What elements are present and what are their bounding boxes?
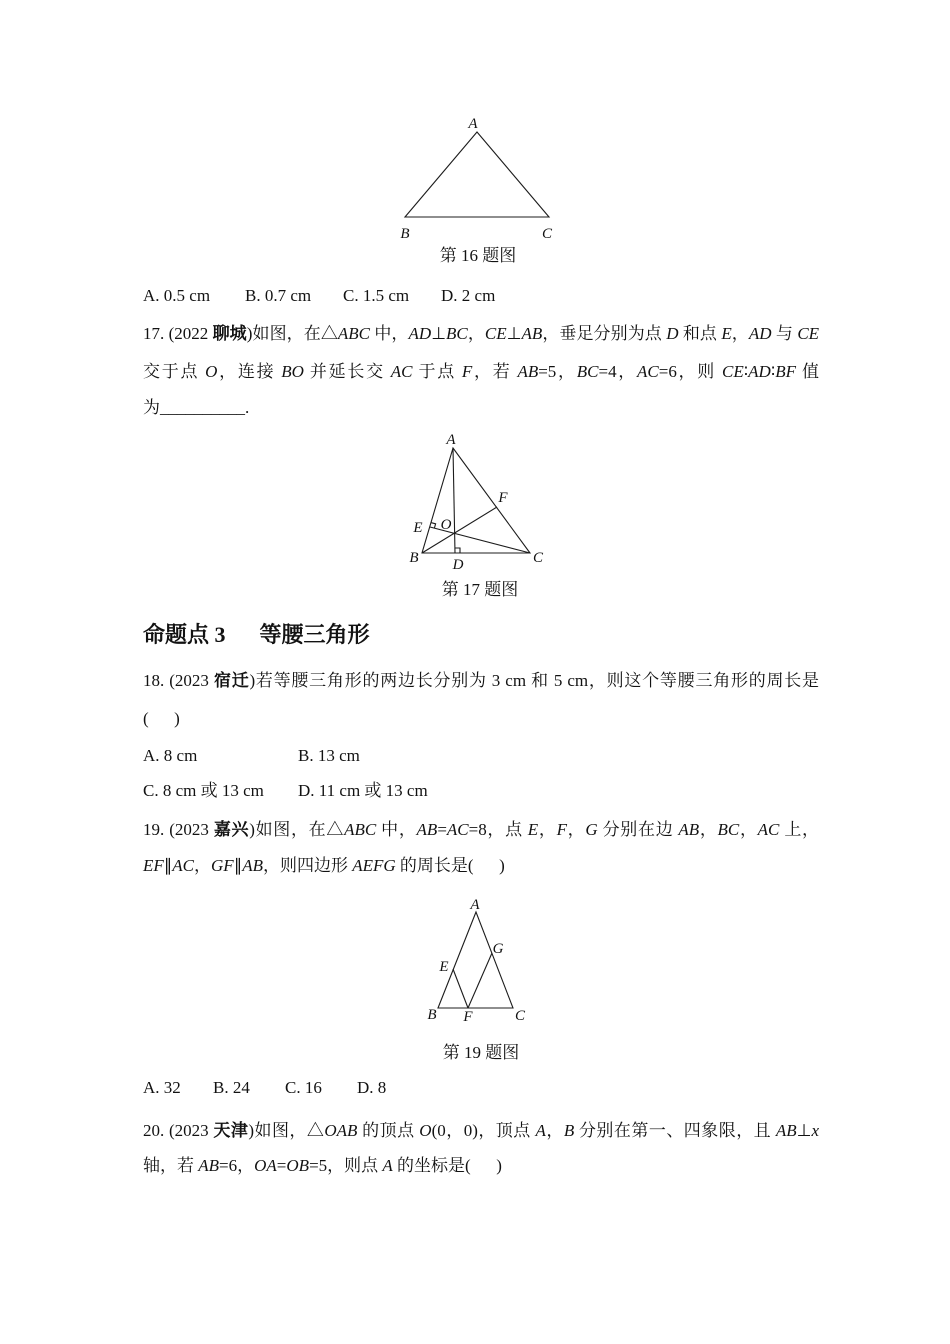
vertex-label-b: B [427, 1007, 437, 1023]
section-header [143, 621, 370, 649]
text-segment: AB [775, 1121, 797, 1140]
text-segment: O [205, 362, 218, 381]
text-segment: AB [198, 1156, 220, 1175]
text-segment: ∶ [770, 362, 776, 381]
text-segment: E [721, 324, 732, 343]
text-segment: =5， [538, 362, 577, 381]
text-segment: CE [484, 324, 507, 343]
text-segment: 聊城 [212, 324, 247, 343]
text-segment: ， [566, 820, 586, 839]
point-label-g: G [492, 941, 504, 957]
q18-options-grid [143, 746, 428, 801]
text-segment: A [535, 1121, 546, 1140]
q19-line-2 [143, 856, 819, 876]
option-item: C. 1.5 cm [343, 286, 410, 305]
figure-19-caption: 第 19 题图 [442, 1043, 520, 1062]
text-segment: AC [637, 362, 659, 381]
text-segment: =4， [598, 362, 638, 381]
text-segment: 宿迁 [213, 671, 250, 690]
text-segment: E [527, 820, 539, 839]
text-segment: CE [797, 324, 820, 343]
text-segment: ⊥ [796, 1121, 812, 1140]
text-segment: ∥ [233, 856, 243, 875]
text-segment: 18. (2023 [143, 671, 214, 690]
option-item: A. 0.5 cm [143, 286, 211, 305]
vertex-label-c: C [532, 550, 544, 566]
figure-16-triangle [395, 112, 565, 246]
text-segment: ， [731, 324, 749, 343]
text-segment: AB [416, 820, 438, 839]
text-segment: 并延长交 [303, 362, 391, 381]
text-segment: ， [194, 856, 212, 875]
text-segment: F [556, 820, 567, 839]
vertex-label-b: B [400, 226, 410, 242]
q17-line-2 [143, 362, 819, 382]
q17-line-1 [143, 324, 819, 344]
q19-options-row [143, 1078, 386, 1098]
vertex-label-c: C [541, 226, 553, 242]
text-segment: ⊥ [506, 324, 522, 343]
text-segment: BC [576, 362, 599, 381]
figure-17-caption: 第 17 题图 [441, 580, 519, 599]
q20-line-2 [143, 1156, 819, 1176]
text-segment: 分别在第一、四象限，且 [574, 1121, 776, 1140]
text-segment: AC [446, 820, 469, 839]
q20-line-1 [143, 1121, 819, 1141]
q19-line-1 [143, 820, 819, 840]
text-segment: 上， [779, 820, 820, 839]
text-segment: (0，0)，顶点 [431, 1121, 536, 1140]
text-segment: 轴，若 [143, 1156, 199, 1175]
text-segment: 中， [370, 324, 409, 343]
text-segment: 的坐标是( ) [392, 1156, 502, 1175]
text-segment: G [585, 820, 598, 839]
text-segment: ，则四边形 [262, 856, 353, 875]
altitude-ad [453, 448, 455, 553]
text-segment: )如图，在△ [249, 820, 345, 839]
option-item: B. 24 [213, 1078, 250, 1097]
text-segment: ∶ [743, 362, 749, 381]
text-segment: ∥ [163, 856, 173, 875]
option-item: C. 8 cm 或 13 cm [143, 781, 264, 800]
option-item: D. 2 cm [441, 286, 496, 305]
text-segment: 于点 [412, 362, 462, 381]
text-segment: 17. (2022 [143, 324, 213, 343]
text-segment: CE [721, 362, 744, 381]
figure-17-triangle-altitudes [405, 432, 555, 577]
point-label-d: D [452, 557, 464, 573]
text-segment: AEFG [352, 856, 396, 875]
option-item: C. 16 [285, 1078, 322, 1097]
text-segment: OAB [324, 1121, 358, 1140]
text-segment: AB [242, 856, 263, 875]
text-segment: 分别在边 [597, 820, 679, 839]
text-segment: B [563, 1121, 575, 1140]
text-segment: =8，点 [468, 820, 528, 839]
point-label-o: O [440, 517, 452, 533]
text-segment: ，垂足分别为点 [542, 324, 667, 343]
point-label-f: F [498, 490, 508, 506]
point-label-e: E [439, 959, 449, 975]
text-segment: 20. (2023 [143, 1121, 214, 1140]
point-label-e: E [413, 520, 423, 536]
text-segment: AC [172, 856, 195, 875]
text-segment: F [461, 362, 473, 381]
text-segment: ( ) [143, 709, 180, 728]
q18-line-2-answer-parens [143, 709, 819, 729]
text-segment: BF [775, 362, 797, 381]
segment-fg [468, 953, 492, 1008]
text-segment: AB [678, 820, 700, 839]
text-segment: 19. (2023 [143, 820, 214, 839]
text-segment: A [382, 1156, 393, 1175]
vertex-label-c: C [514, 1008, 526, 1024]
text-segment: ， [739, 820, 758, 839]
point-label-f: F [463, 1009, 473, 1025]
option-item: D. 11 cm 或 13 cm [298, 781, 428, 800]
text-segment: )若等腰三角形的两边长分别为 3 cm 和 5 cm，则这个等腰三角形的周长是 [249, 671, 820, 690]
text-segment: BC [446, 324, 468, 343]
text-segment: OA [254, 1156, 277, 1175]
vertex-label-a: A [468, 116, 478, 132]
text-segment: OB [286, 1156, 310, 1175]
text-segment: = [276, 1156, 287, 1175]
text-segment: GF [211, 856, 234, 875]
text-segment: )如图，在△ [246, 324, 338, 343]
vertex-label-b: B [409, 550, 419, 566]
text-segment: 值 [796, 362, 820, 381]
text-segment: ，连接 [217, 362, 282, 381]
right-angle-mark-d [455, 548, 460, 553]
text-segment: AB [517, 362, 539, 381]
text-segment: )如图，△ [248, 1121, 325, 1140]
figure-19-isosceles-triangle [425, 897, 535, 1029]
text-segment: 和点 [678, 324, 722, 343]
option-item: B. 0.7 cm [245, 286, 312, 305]
q18-line-1 [143, 671, 819, 691]
q16-options-row [143, 286, 495, 306]
text-segment: BC [717, 820, 740, 839]
text-segment: x [811, 1121, 820, 1140]
text-segment: BO [281, 362, 304, 381]
segment-ef [453, 969, 468, 1008]
text-segment: AB [521, 324, 543, 343]
text-segment: 与 [771, 324, 798, 343]
text-segment: =6，则 [658, 362, 722, 381]
text-segment: ⊥ [431, 324, 446, 343]
triangle-abc-outline [438, 912, 513, 1008]
section-tag: 命题点 3 [143, 622, 226, 647]
text-segment: EF [143, 856, 164, 875]
text-segment: AD [748, 324, 772, 343]
option-item: B. 13 cm [298, 746, 360, 765]
text-segment: 嘉兴 [213, 820, 250, 839]
triangle-abc-outline [422, 448, 530, 553]
text-segment: ， [545, 1121, 564, 1140]
text-segment: 天津 [213, 1121, 249, 1140]
triangle-abc-outline [405, 132, 549, 217]
figure-16-caption: 第 16 题图 [439, 246, 517, 265]
q17-line-3-blank [143, 398, 819, 418]
option-item: A. 8 cm [143, 746, 198, 765]
text-segment: =5，则点 [309, 1156, 383, 1175]
text-segment: AC [390, 362, 413, 381]
text-segment: AC [757, 820, 780, 839]
text-segment: 的周长是( ) [395, 856, 505, 875]
text-segment: ABC [344, 820, 377, 839]
text-segment: 为__________. [143, 398, 250, 417]
text-segment: = [437, 820, 447, 839]
text-segment: D [666, 324, 679, 343]
text-segment: O [419, 1121, 432, 1140]
section-title: 等腰三角形 [259, 622, 370, 647]
text-segment: =6， [219, 1156, 255, 1175]
text-segment: 交于点 [143, 362, 206, 381]
option-item: A. 32 [143, 1078, 181, 1097]
text-segment: ， [467, 324, 485, 343]
vertex-label-a: A [446, 432, 456, 448]
vertex-label-a: A [470, 897, 480, 913]
option-item: D. 8 [357, 1078, 387, 1097]
text-segment: 中， [376, 820, 417, 839]
text-segment: ， [538, 820, 557, 839]
text-segment: ，若 [472, 362, 518, 381]
text-segment: ABC [337, 324, 371, 343]
text-segment: AD [408, 324, 432, 343]
text-segment: 的顶点 [357, 1121, 420, 1140]
text-segment: ， [699, 820, 718, 839]
text-segment: AD [748, 362, 771, 381]
